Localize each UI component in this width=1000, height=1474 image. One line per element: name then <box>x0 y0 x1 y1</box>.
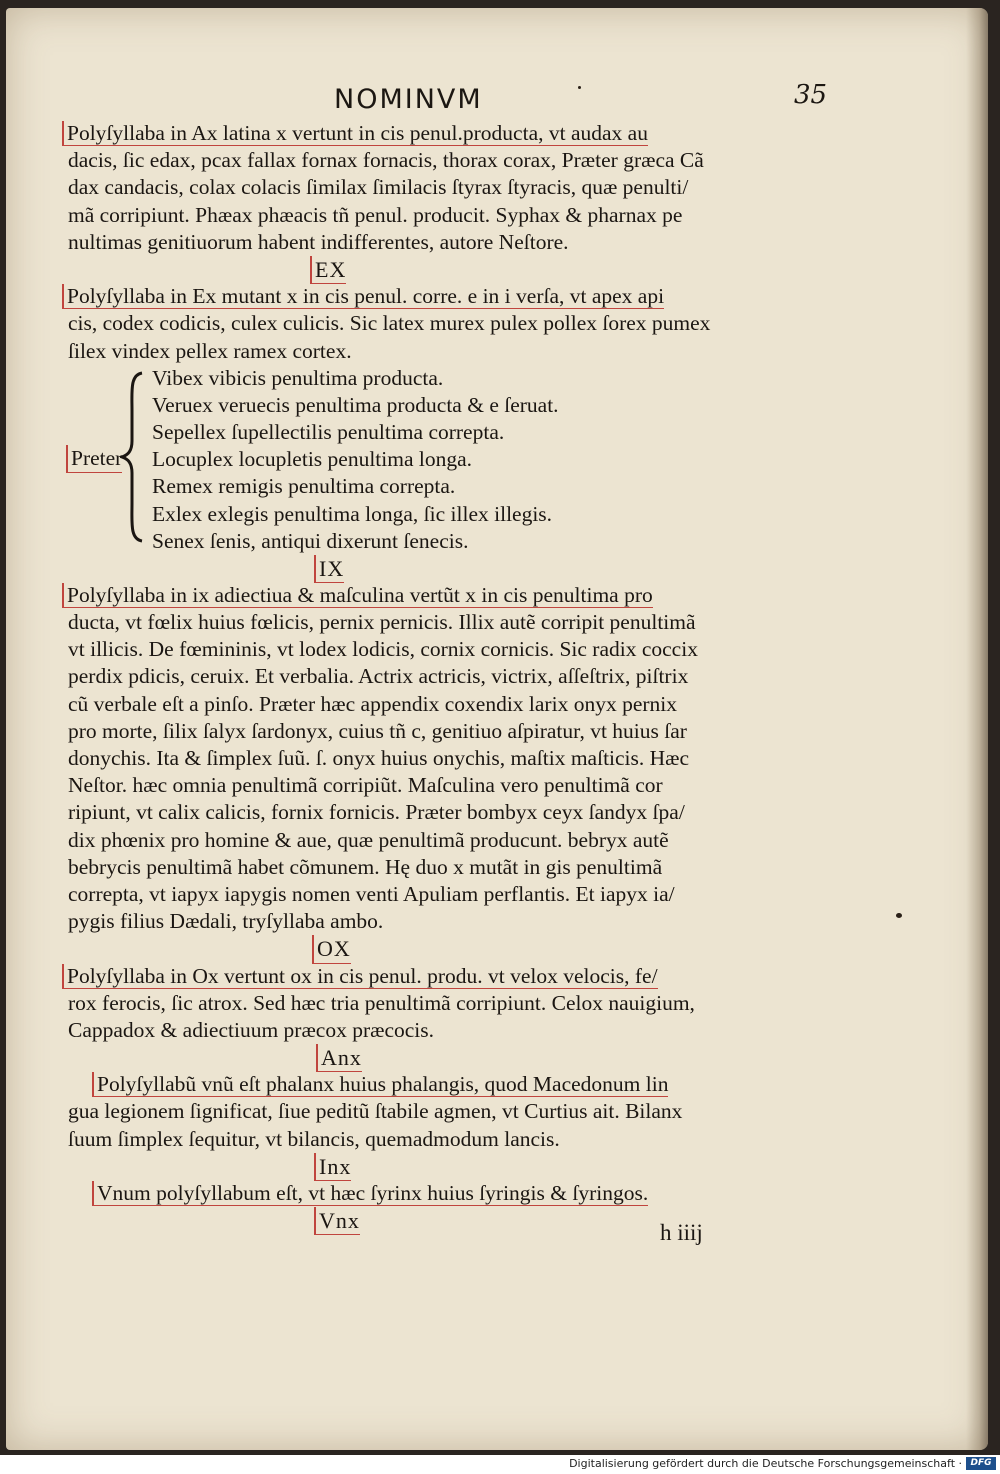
text-line: cis, codex codicis, culex culicis. Sic latex murex pulex pollex ſorex pumex <box>68 311 711 336</box>
text-line: dax candacis, colax colacis ſimilax ſimilacis ſtyrax ſtyracis, quæ penulti/ <box>68 175 689 200</box>
text-line: ſuum ſimplex ſequitur, vt bilancis, quemadmodum lancis. <box>68 1126 560 1151</box>
paragraph-ox <box>68 963 780 1045</box>
text-line: Cappadox & adiectiuum præcox præcocis. <box>68 1017 435 1042</box>
folio-number: 35 <box>794 80 828 110</box>
text-line-content: Polyſyllaba in Ax latina x vertunt in cis penul.producta, vt audax au <box>67 121 648 145</box>
text-line: pro morte, ſilix ſalyx ſardonyx, cuius tñ c, genitiuo aſpiratur, vt huius ſar <box>68 718 687 743</box>
paragraph-inx <box>68 1180 780 1207</box>
rubric-mark: Polyſyllaba in Ox vertunt ox in cis penul. produ. vt velox velocis, fe/ <box>62 964 658 989</box>
page-edge-shadow <box>966 8 988 1450</box>
section-heading-ox <box>68 935 780 962</box>
dfg-logo-icon: DFG <box>966 1457 996 1470</box>
exception-line: Exlex exlegis penultima longa, ſic illex illegis. <box>152 501 553 526</box>
text-line: dacis, ſic edax, pcax fallax fornax fornacis, thorax corax, Præter græca Cã <box>68 148 704 173</box>
exception-line: Remex remigis penultima correpta. <box>152 474 456 499</box>
preter-label: Preter <box>66 445 122 473</box>
text-line: vt illicis. De fœmininis, vt lodex lodicis, cornix cornicis. Sic radix coccix <box>68 637 698 662</box>
text-line <box>68 283 780 310</box>
text-line: rox ferocis, ſic atrox. Sed hæc tria penultimã corripiunt. Celox nauigium, <box>68 990 695 1015</box>
paragraph-ex <box>68 283 780 365</box>
text-line: ripiunt, vt calix calicis, fornix fornicis. Præter bombyx ceyx ſandyx ſpa/ <box>68 800 685 825</box>
text-line <box>68 1071 780 1098</box>
paragraph-ax <box>68 120 780 256</box>
text-line: perdix pdicis, ceruix. Et verbalia. Actrix actricis, victrix, aſſeſtrix, piſtrix <box>68 664 689 689</box>
rubric-mark: Polyſyllabũ vnũ eſt phalanx huius phalangis, quod Macedonum lin <box>92 1072 668 1097</box>
heading-text: EX <box>310 256 346 284</box>
heading-text: Vnx <box>314 1207 360 1235</box>
exception-lines <box>152 365 559 555</box>
text-line: dix phœnix pro homine & aue, quæ penultimã producunt. bebryx autẽ <box>68 827 669 852</box>
text-line <box>68 582 780 609</box>
text-line <box>68 120 780 147</box>
curly-brace-icon <box>120 371 146 543</box>
rubric-mark: Polyſyllaba in Ex mutant x in cis penul. corre. e in i verſa, vt apex api <box>62 284 664 309</box>
text-line: nultimas genitiuorum habent indifferentes, autore Neſtore. <box>68 229 569 254</box>
exception-line: Sepellex ſupellectilis penultima correpta. <box>152 420 505 445</box>
book-page <box>6 8 988 1450</box>
text-line: correpta, vt iapyx iapygis nomen venti Apuliam perflantis. Et iapyx ia/ <box>68 881 675 906</box>
text-line: Neſtor. hæc omnia penultimã corripiũt. Maſculina vero penultimã cor <box>68 773 663 798</box>
rubric-mark: Vnum polyſyllabum eſt, vt hæc ſyrinx huius ſyringis & ſyringos. <box>92 1181 648 1206</box>
running-title: NOMINVM <box>334 84 483 115</box>
rubric-mark <box>62 121 648 146</box>
digitization-footer <box>0 1455 1000 1474</box>
exception-line: Vibex vibicis penultima producta. <box>152 365 444 390</box>
footer-credit: Digitalisierung gefördert durch die Deutsche Forschungsgemeinschaft · <box>569 1457 962 1470</box>
text-line: donychis. Ita & ſimplex ſuũ. ſ. onyx huius onychis, maſtix maſticis. Hæc <box>68 746 690 770</box>
section-heading-ex <box>68 256 780 283</box>
heading-text: IX <box>314 555 344 583</box>
text-line: cũ verbale eſt a pinſo. Præter hæc appendix coxendix larix onyx pernix <box>68 691 677 716</box>
text-line: ducta, vt fœlix huius fœlicis, pernix pernicis. Illix autẽ corripit penultimã <box>68 610 696 635</box>
exception-list <box>68 365 780 555</box>
paragraph-anx <box>68 1071 780 1153</box>
main-text-block <box>68 120 780 1234</box>
ink-speck <box>578 86 581 89</box>
text-line <box>68 963 780 990</box>
text-line <box>68 1180 780 1207</box>
text-line: bebrycis penultimã habet cõmunem. Hę duo x mutãt in gis penultimã <box>68 854 663 879</box>
heading-text: Inx <box>314 1153 351 1181</box>
rubric-mark: Polyſyllaba in ix adiectiua & maſculina vertũt x in cis penultima pro <box>62 583 653 608</box>
text-line: ſilex vindex pellex ramex cortex. <box>68 338 352 363</box>
ink-speck <box>896 913 902 918</box>
exception-line: Senex ſenis, antiqui dixerunt ſenecis. <box>152 528 469 553</box>
section-heading-inx <box>68 1153 780 1180</box>
heading-text: Anx <box>316 1044 362 1072</box>
section-heading-anx <box>68 1044 780 1071</box>
section-heading-ix <box>68 555 780 582</box>
exception-line: Veruex veruecis penultima producta & e ſeruat. <box>152 392 559 417</box>
exception-line: Locuplex locupletis penultima longa. <box>152 447 473 472</box>
text-line: gua legionem ſignificat, ſiue peditũ ſtabile agmen, vt Curtius ait. Bilanx <box>68 1099 683 1124</box>
text-line: pygis filius Dædali, tryſyllaba ambo. <box>68 909 384 934</box>
folio-header <box>6 80 988 120</box>
text-line: mã corripiunt. Phæax phæacis tñ penul. producit. Syphax & pharnax pe <box>68 202 683 227</box>
signature-mark: h iiij <box>660 1220 703 1245</box>
heading-text: OX <box>312 935 351 963</box>
paragraph-ix <box>68 582 780 935</box>
